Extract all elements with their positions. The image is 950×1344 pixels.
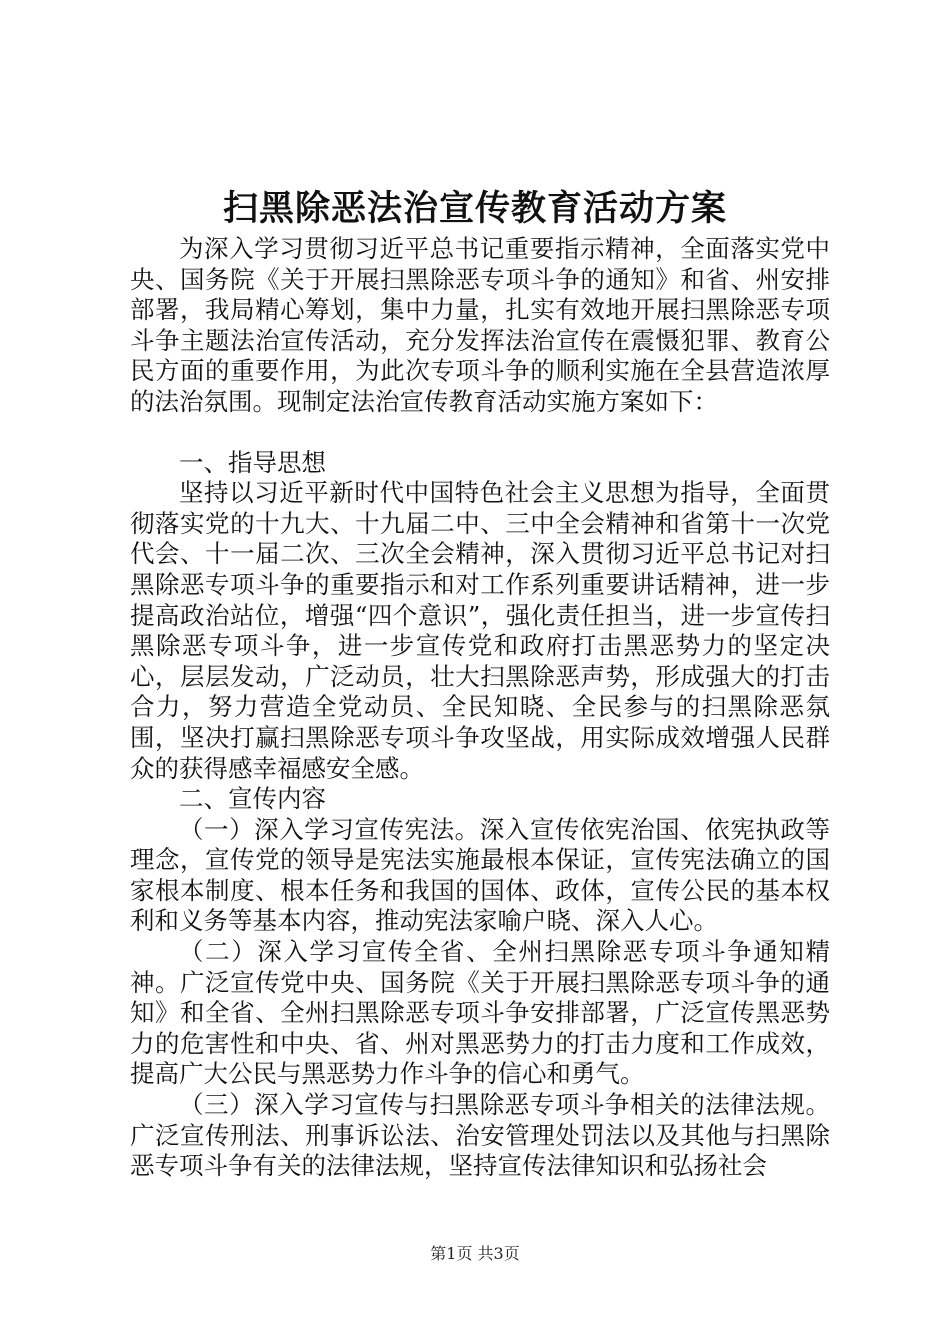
section-heading-publicity-content: 二、宣传内容: [179, 784, 326, 814]
page-number: 第1页 共3页: [430, 1244, 520, 1263]
document-title: 扫黑除恶法治宣传教育活动方案: [222, 188, 727, 229]
intro-paragraph: 为深入学习贯彻习近平总书记重要指示精神，全面落实党中央、国务院《关于开展扫黑除恶专项斗争的通知》和省、州安排部署，我局精心筹划，集中力量，扎实有效地开展扫黑除恶专项斗争主题法治宣传活动，充分发挥法治宣传在震慑犯罪、教育公民方面的重要作用，为此次专项斗争的顺利实施在全县营造浓厚的法治氛围。现制定法治宣传教育活动实施方案如下：: [130, 234, 830, 416]
document-body: [130, 234, 830, 1182]
content-item-related-laws: （三）深入学习宣传与扫黑除恶专项斗争相关的法律法规。广泛宣传刑法、刑事诉讼法、治安管理处罚法以及其他与扫黑除恶专项斗争有关的法律法规，坚持宣传法律知识和弘扬社会: [130, 1090, 830, 1181]
content-item-notice-spirit: （二）深入学习宣传全省、全州扫黑除恶专项斗争通知精神。广泛宣传党中央、国务院《关于开展扫黑除恶专项斗争的通知》和全省、全州扫黑除恶专项斗争安排部署，广泛宣传黑恶势力的危害性和中央、省、州对黑恶势力的打击力度和工作成效，提高广大公民与黑恶势力作斗争的信心和勇气。: [130, 937, 830, 1089]
content-item-constitution: （一）深入学习宣传宪法。深入宣传依宪治国、依宪执政等理念，宣传党的领导是宪法实施最根本保证，宣传宪法确立的国家根本制度、根本任务和我国的国体、政体，宣传公民的基本权利和义务等基本内容，推动宪法家喻户晓、深入人心。: [130, 814, 830, 936]
section-heading-guiding-ideology: 一、指导思想: [179, 447, 326, 477]
guiding-ideology-paragraph: 坚持以习近平新时代中国特色社会主义思想为指导，全面贯彻落实党的十九大、十九届二中、三中全会精神和省第十一次党代会、十一届二次、三次全会精神，深入贯彻习近平总书记对扫黑除恶专项斗争的重要指示和对工作系列重要讲话精神，进一步提高政治站位，增强“四个意识”，强化责任担当，进一步宣传扫黑除恶专项斗争，进一步宣传党和政府打击黑恶势力的坚定决心，层层发动，广泛动员，壮大扫黑除恶声势，形成强大的打击合力，努力营造全党动员、全民知晓、全民参与的扫黑除恶氛围，坚决打赢扫黑除恶专项斗争攻坚战，用实际成效增强人民群众的获得感幸福感安全感。: [130, 478, 830, 783]
